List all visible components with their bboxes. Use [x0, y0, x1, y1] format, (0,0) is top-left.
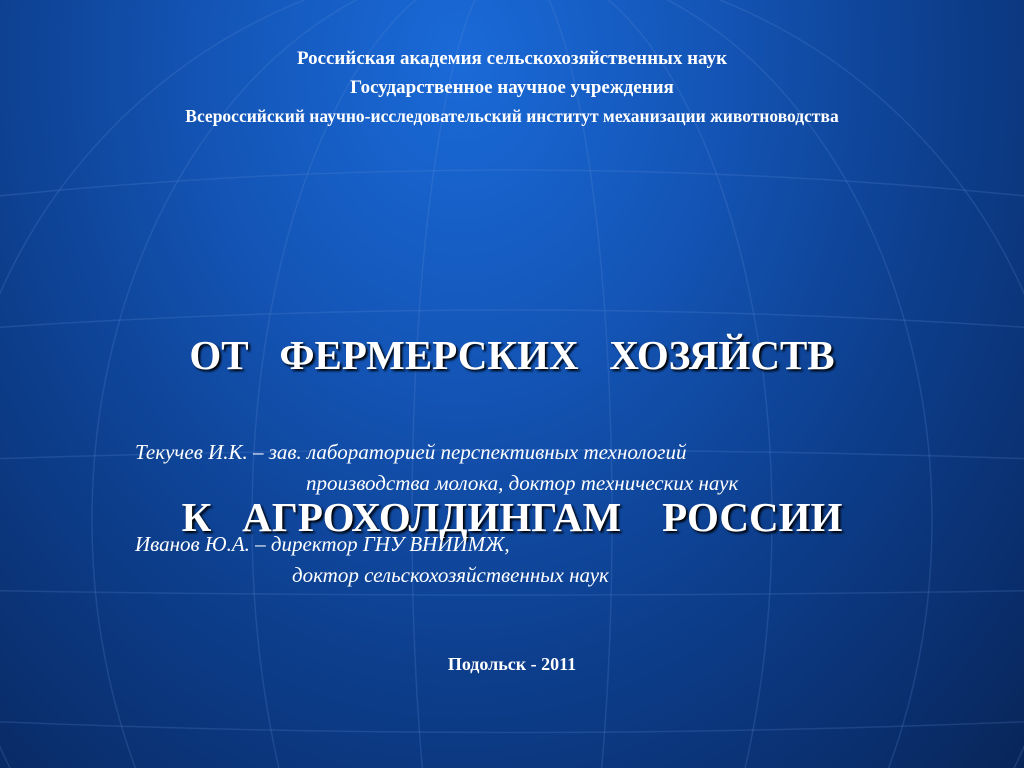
institute-name: Всероссийский научно-исследовательский институт механизации животноводства	[185, 106, 839, 126]
author-2-line-1: Иванов Ю.А. – директор ГНУ ВНИИМЖ,	[135, 532, 510, 556]
organization-header	[0, 44, 1024, 131]
place-and-year: Подольск - 2011	[447, 654, 577, 674]
academy-name: Российская академия сельскохозяйственных наук	[296, 48, 728, 69]
author-1-line-2: производства молока, доктор технических наук	[306, 471, 739, 495]
author-1-line-1: Текучев И.К. – зав. лабораторией перспективных технологий	[135, 440, 687, 464]
institution-type: Государственное научное учреждения	[350, 77, 674, 98]
author-2-line-2: доктор сельскохозяйственных наук	[292, 563, 609, 587]
title-line-1: ОТ ФЕРМЕРСКИХ ХОЗЯЙСТВ	[189, 332, 835, 378]
title-line-2: К АГРОХОЛДИНГАМ РОССИИ	[181, 494, 843, 540]
